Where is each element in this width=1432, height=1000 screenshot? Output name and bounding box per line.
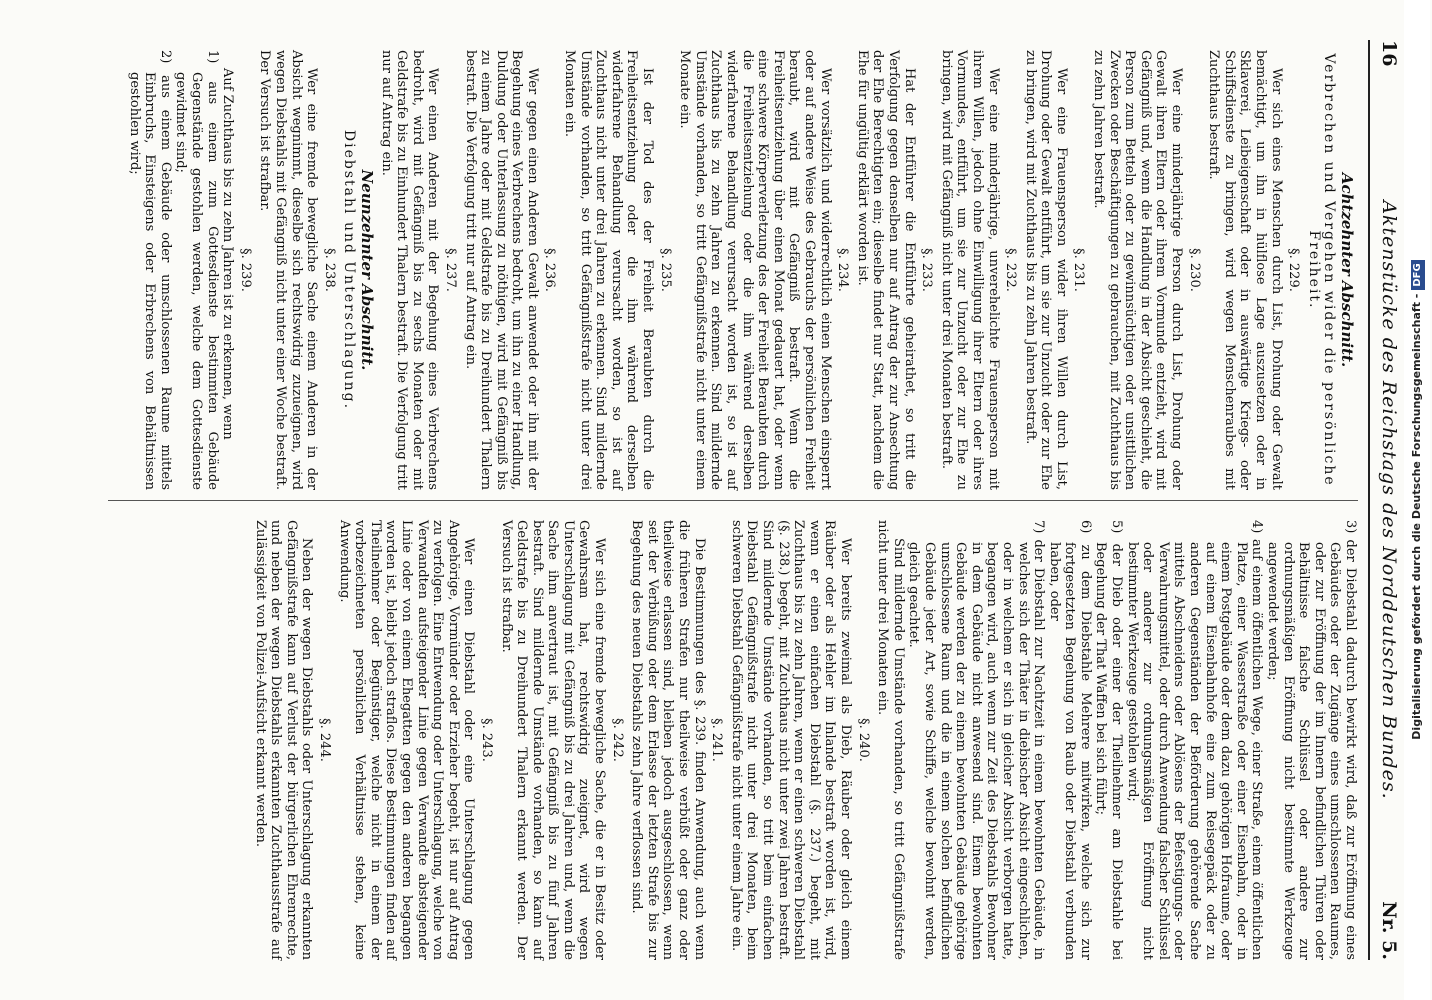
- section-text: Neben der wegen Diebstahls oder Unterschlagung erkannten Gefängnißstrafe kann auf Verlust der bürgerlichen Ehrenrechte, und neben der wegen Diebstahls erkannten Zuchthausstrafe auf Zulässigkeit von Polizei-Aufsicht erkannt werden.: [252, 520, 315, 960]
- chapter-subtitle: Diebstahl und Unterschlagung.: [341, 129, 358, 411]
- list-item: 2) aus einem Gebäude oder umschlossenen Raume mittels Einbruchs, Einsteigens oder Erbrechens von Behältnissen gestohlen wird;: [126, 50, 173, 490]
- section-heading: §. 230.: [1186, 248, 1202, 292]
- list-item: 6) zu dem Diebstahle Mehrere mitwirken, welche sich zur fortgesetzten Begehung von Raub oder Diebstahl verbunden haben, oder: [1046, 520, 1093, 960]
- section-text: Wer sich eines Menschen durch List, Drohung oder Gewalt bemächtigt, um ihn in hülflose Lage auszusetzen oder in Sklaverei, Leibeigenschaft oder in auswärtige Kriegs- oder Schiffsdienste zu bringen, wird wegen Menschenraubes mit Zuchthaus bestraft.: [1206, 50, 1284, 490]
- running-title: Aktenstücke des Reichstags des Norddeutschen Bundes.: [1378, 200, 1400, 800]
- section-text: Wer eine fremde bewegliche Sache einem Anderen in der Absicht wegnimmt, dieselbe sich rechtswidrig zuzueignen, wird wegen Diebstahls mit Gefängniß nicht unter einer Woche bestraft. Der Versuch ist strafbar.: [257, 50, 320, 490]
- chapter-title: Neunzehnter Abschnitt.: [357, 169, 376, 371]
- section-heading: §. 231.: [1071, 248, 1087, 292]
- section-heading: §. 244.: [317, 718, 332, 762]
- section-heading: §. 232.: [1003, 248, 1019, 292]
- section-text: Wer bereits zweimal als Dieb, Räuber oder gleich einem Räuber oder als Hehler im Inlande bestraft worden ist, wird, wenn er einen einfachen Diebstahl (§. 237.) begeht, mit Zuchthaus bis zu zehn Jahren, wenn er einen schweren Diebstahl (§. 238.) begeht, mit Zuchthaus nicht unter zwei Jahren bestraft. Sind mildernde Umstände vorhanden, so tritt beim einfachen Diebstahl Gefängnißstrafe nicht unter drei Monaten, beim schweren Diebstahl Gefängnißstrafe nicht unter einem Jahre ein.: [728, 520, 853, 960]
- document-number: Nr. 5.: [1378, 901, 1400, 960]
- section-heading: §. 236.: [542, 248, 558, 292]
- section-heading: §. 243.: [478, 718, 494, 762]
- section-text: Ist der Tod des der Freiheit Beraubten durch die Freiheitsentziehung oder die ihm während derselben widerfahrene Behandlung verursacht worden, so ist auf Zuchthaus nicht unter drei Jahren zu erkennen. Sind mildernde Umstände vorhanden, so tritt Gefängnißstrafe nicht unter drei Monaten ein.: [562, 50, 656, 490]
- list-item: 7) der Diebstahl zur Nachtzeit in einem bewohnten Gebäude, in welches sich der Thäter in diebischer Absicht eingeschlichen, oder in welchem er sich in gleicher Absicht verborgen hatte, begangen wird, auch wenn zur Zeit des Diebstahls Bewohner in dem Gebäude nicht anwesend sind. Einem bewohnten Gebäude werden der zu einem bewohnten Gebäude gehörige umschlossene Raum und die in einem solchen befindlichen Gebäude jeder Art, sowie Schiffe, welche bewohnt werden, gleich geachtet.: [906, 520, 1047, 960]
- list-item: 3) der Diebstahl dadurch bewirkt wird, daß zur Eröffnung eines Gebäudes oder der Zugänge eines umschlossenen Raumes, oder zur Eröffnung der im Innern befindlichen Thüren oder Behältnisse falsche Schlüssel oder andere zur ordnungsmäßigen Eröffnung nicht bestimmte Werkzeuge angewendet werden;: [1265, 520, 1358, 960]
- section-heading: §. 239.: [237, 248, 253, 292]
- footer-text-line: [1404, 0, 1430, 1000]
- list-item: 4) auf einem öffentlichen Wege, einer Straße, einem öffentlichen Platze, einer Wasserstraße oder einer Eisenbahn, oder in einem Postgebäude oder dem dazu gehörigen Hofraume, oder auf einem Eisenbahnhofe eine zum Reisegepäck oder zu anderen Gegenständen der Beförderung gehörende Sache mittels Abschneidens oder Ablösens der Befestigungs- oder Verwahrungsmittel, oder durch Anwendung falscher Schlüssel oder anderer zur ordnungsmäßigen Eröffnung nicht bestimmter Werkzeuge gestohlen wird;: [1124, 520, 1265, 960]
- section-text: Die Bestimmungen des §. 239. finden Anwendung, auch wenn die früheren Strafen nur theilweise verbüßt oder ganz oder theilweise erlassen sind, bleiben jedoch ausgeschlossen, wenn seit der Verbüßung oder dem Erlasse der letzten Strafe bis zur Begehung des neuen Diebstahls zehn Jahre verflossen sind.: [629, 520, 707, 960]
- chapter-subtitle: Verbrechen und Vergehen wider die persönliche Freiheit.: [1305, 53, 1338, 487]
- section-heading: §. 238.: [321, 248, 337, 292]
- section-text: Sind mildernde Umstände vorhanden, so tritt Gefängnißstrafe nicht unter drei Monaten ein.: [875, 520, 906, 960]
- dfg-logo: DFG: [1411, 260, 1425, 289]
- section-heading: §. 241.: [709, 718, 725, 762]
- section-heading: §. 235.: [657, 248, 673, 292]
- section-text: Wer gegen einen Anderen Gewalt anwendet oder ihn mit der Begehung eines Verbrechens bedroht, um ihn zu einer Handlung, Duldung oder Unterlassung zu nöthigen, wird mit Gefängniß bis zu einem Jahre oder mit Geldstrafe bis zu Dreihundert Thalern bestraft. Die Verfolgung tritt nur auf Antrag ein.: [462, 50, 540, 490]
- list-item: 5) der Dieb oder einer der Theilnehmer am Diebstahle bei Begehung der That Waffen bei sich führt;: [1093, 520, 1125, 960]
- section-text: Wer einen Diebstahl oder eine Unterschlagung gegen Angehörige, Vormünder oder Erzieher begeht, ist nur auf Antrag zu verfolgen. Eine Entwendung oder Unterschlagung, welche von Verwandten aufsteigender Linie gegen Verwandte absteigender Linie oder von einem Ehegatten gegen den anderen begangen worden ist, bleibt jedoch straflos. Diese Bestimmungen finden auf Theilnehmer oder Begünstiger, welche nicht in einem der vorbezeichneten persönlichen Verhältnisse stehen, keine Anwendung.: [336, 520, 477, 960]
- section-text: Auf Zuchthaus bis zu zehn Jahren ist zu erkennen, wenn: [220, 68, 236, 440]
- chapter-title: Achtzehnter Abschnitt.: [1338, 172, 1356, 368]
- section-text: Wer vorsätzlich und widerrechtlich einen Menschen einsperrt oder auf andere Weise des Gebrauchs der persönlichen Freiheit beraubt, wird mit Gefängniß bestraft. Wenn die Freiheitsentziehung über einen Monat gedauert hat, oder wenn eine schwere Körperverletzung des der Freiheit Beraubten durch die Freiheitsentziehung oder die ihm während derselben widerfahrene Behandlung verursacht worden ist, so ist auf Zuchthaus bis zu zehn Jahren zu erkennen. Sind mildernde Umstände vorhanden, so tritt Gefängnißstrafe nicht unter einem Monate ein.: [677, 50, 833, 490]
- digitization-footer: [1404, 0, 1430, 1000]
- section-text: Wer sich eine fremde bewegliche Sache, die er in Besitz oder Gewahrsam hat, rechtswidrig zueignet, wird wegen Unterschlagung mit Gefängniß bis zu drei Jahren und, wenn die Sache ihm anvertraut ist, mit Gefängniß bis zu fünf Jahren bestraft. Sind mildernde Umstände vorhanden, so kann auf Geldstrafe bis zu Dreihundert Thalern erkannt werden. Der Versuch ist strafbar.: [498, 520, 608, 960]
- section-text: Wer einen Anderen mit der Begehung eines Verbrechens bedroht, wird mit Gefängniß bis zu sechs Monaten oder mit Geldstrafe bis zu Einhundert Thalern bestraft. Die Verfolgung tritt nur auf Antrag ein.: [378, 50, 441, 490]
- footer-text: Digitalisierung gefördert durch die Deutsche Forschungsgemeinschaft -: [1410, 293, 1423, 740]
- list-item: 1) aus einem zum Gottesdienste bestimmten Gebäude Gegenstände gestohlen werden, welche dem Gottesdienste gewidmet sind;: [173, 50, 220, 490]
- section-heading: §. 240.: [855, 718, 871, 762]
- page-header: [1368, 40, 1406, 960]
- section-heading: §. 242.: [609, 718, 625, 762]
- section-heading: §. 237.: [442, 248, 458, 292]
- column-divider: [108, 500, 1358, 501]
- section-text: Wer eine Frauensperson wider ihren Willen durch List, Drohung oder Gewalt entführt, um sie zur Unzucht oder zur Ehe zu bringen, wird mit Zuchthaus bis zu zehn Jahren bestraft.: [1022, 50, 1069, 490]
- section-text: Wer eine minderjährige, unverehelichte Frauensperson mit ihrem Willen, jedoch ohne Einwilligung ihrer Eltern oder ihres Vormundes, entführt, um sie zur Unzucht oder zur Ehe zu bringen, wird mit Gefängniß nicht unter drei Monaten bestraft.: [938, 50, 1001, 490]
- right-column: [252, 520, 1358, 960]
- section-heading: §. 229.: [1286, 248, 1302, 292]
- section-heading: §. 233.: [919, 248, 935, 292]
- page-number: 16: [1378, 40, 1400, 67]
- section-text: Wer eine minderjährige Person durch List, Drohung oder Gewalt ihren Eltern oder ihrem Vormunde entzieht, wird mit Gefängniß und, wenn die Handlung in der Absicht geschieht, die Person zum Betteln oder zu gewinnsüchtigen oder unsittlichen Zwecken oder Beschäftigungen zu gebrauchen, mit Zuchthaus bis zu zehn Jahren bestraft.: [1091, 50, 1185, 490]
- section-text: Hat der Entführer die Entführte geheirathet, so tritt die Verfolgung gegen denselben nur auf Antrag der zur Ansechtung der Ehe Berechtigten ein; dieselbe findet nur Statt, nachdem die Ehe für ungültig erklärt worden ist.: [854, 50, 917, 490]
- section-heading: §. 234.: [835, 248, 851, 292]
- left-column: [126, 50, 1358, 490]
